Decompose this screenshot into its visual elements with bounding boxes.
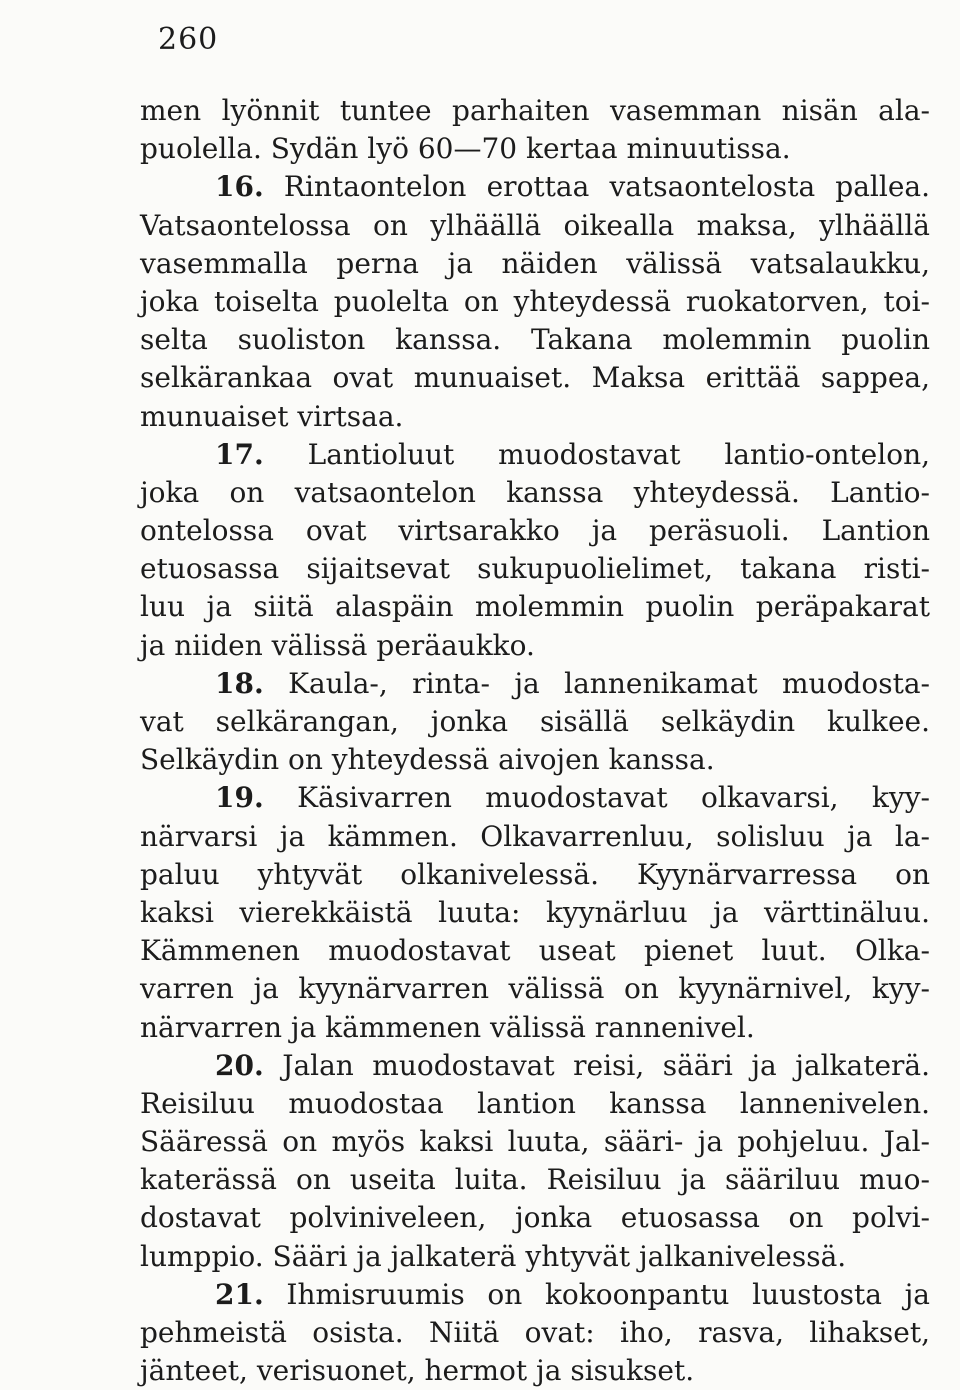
text-line [140, 970, 930, 1008]
text-line [140, 856, 930, 894]
page-number: 260 [158, 22, 219, 57]
text-line [140, 894, 930, 932]
section-number: 21. [215, 1277, 264, 1311]
line-text: vat selkärangan, jonka sisällä selkäydin kulkee. [140, 705, 930, 738]
text-line [140, 818, 930, 856]
section-number: 20. [215, 1048, 264, 1082]
line-text: Reisiluu muodostaa lantion kanssa lannenivelen. [140, 1086, 930, 1120]
line-text: närvarsi ja kämmen. Olkavarrenluu, solisluu ja la- [140, 819, 930, 853]
text-line [140, 1009, 930, 1047]
text-line [140, 550, 930, 588]
text-line [140, 932, 930, 970]
text-line [140, 1238, 930, 1276]
text-line [140, 130, 930, 168]
text-line [140, 245, 930, 283]
text-line [140, 283, 930, 321]
text-line [140, 474, 930, 512]
section-number: 19. [215, 781, 264, 815]
line-text: paluu yhtyvät olkanivelessä. Kyynärvarressa on [140, 857, 930, 891]
line-text: ja niiden välissä peräaukko. [140, 628, 535, 662]
text-line [140, 1199, 930, 1237]
text-line [140, 741, 930, 779]
text-line [140, 779, 930, 817]
line-text: Rintaontelon erottaa vatsaontelosta pallea. [263, 170, 930, 204]
line-text: luu ja siitä alaspäin molemmin puolin peräpakarat [140, 590, 930, 624]
section-number: 16. [215, 170, 264, 204]
section-number: 18. [215, 666, 264, 700]
line-text: puolella. Sydän lyö 60—70 kertaa minuutissa. [140, 132, 791, 166]
line-text: Kaula-, rinta- ja lannenikamat muodosta- [263, 666, 930, 700]
text-line [140, 1352, 930, 1390]
line-text: selta suoliston kanssa. Takana molemmin puolin [140, 323, 930, 357]
line-text: pehmeistä osista. Niitä ovat: iho, rasva, lihakset, [140, 1316, 930, 1349]
line-text: Lantioluut muodostavat lantio-ontelon, [263, 437, 930, 471]
text-line [140, 436, 930, 474]
line-text: munuaiset virtsaa. [140, 399, 404, 433]
section-number: 17. [215, 437, 264, 471]
text-line [140, 665, 930, 703]
text-line [140, 398, 930, 436]
text-line [140, 1314, 930, 1352]
text-line [140, 1161, 930, 1199]
text-line [140, 1047, 930, 1085]
line-text: vasemmalla perna ja näiden välissä vatsalaukku, [140, 246, 930, 280]
line-text: etuosassa sijaitsevat sukupuolielimet, takana risti- [140, 552, 930, 586]
text-line [140, 359, 930, 397]
line-text: dostavat polviniveleen, jonka etuosassa on polvi- [140, 1201, 930, 1235]
line-text: Käsivarren muodostavat olkavarsi, kyy- [263, 781, 930, 815]
line-text: Vatsaontelossa on ylhäällä oikealla maksa, ylhäällä [140, 208, 930, 242]
line-text: Selkäydin on yhteydessä aivojen kanssa. [140, 743, 715, 777]
text-line [140, 1276, 930, 1314]
text-line [140, 588, 930, 626]
text-line [140, 1085, 930, 1123]
text-line [140, 207, 930, 245]
line-text: Jalan muodostavat reisi, sääri ja jalkaterä. [263, 1048, 930, 1082]
line-text: varren ja kyynärvarren välissä on kyynärnivel, kyy- [140, 972, 930, 1006]
line-text: Ihmisruumis on kokoonpantu luustosta ja [263, 1277, 930, 1311]
body-text [140, 92, 930, 1390]
line-text: lumppio. Sääri ja jalkaterä yhtyvät jalkanivelessä. [140, 1239, 847, 1273]
text-line [140, 92, 930, 130]
line-text: selkärankaa ovat munuaiset. Maksa erittää sappea, [140, 361, 930, 395]
text-line [140, 321, 930, 359]
line-text: katerässä on useita luita. Reisiluu ja sääriluu muo- [140, 1163, 930, 1197]
line-text: men lyönnit tuntee parhaiten vasemman nisän ala- [140, 94, 930, 127]
line-text: Sääressä on myös kaksi luuta, sääri- ja pohjeluu. Jal- [140, 1125, 930, 1159]
line-text: Kämmenen muodostavat useat pienet luut. Olka- [140, 934, 930, 968]
text-line [140, 1123, 930, 1161]
text-line [140, 627, 930, 665]
line-text: ontelossa ovat virtsarakko ja peräsuoli. Lantion [140, 514, 930, 548]
text-line [140, 168, 930, 206]
line-text: jänteet, verisuonet, hermot ja sisukset. [140, 1354, 695, 1388]
text-line [140, 512, 930, 550]
line-text: kaksi vierekkäistä luuta: kyynärluu ja värttinäluu. [140, 895, 930, 929]
line-text: joka on vatsaontelon kanssa yhteydessä. Lantio- [140, 475, 930, 509]
line-text: joka toiselta puolelta on yhteydessä ruokatorven, toi- [140, 284, 930, 318]
line-text: närvarren ja kämmenen välissä rannenivel. [140, 1010, 755, 1044]
text-line [140, 703, 930, 741]
